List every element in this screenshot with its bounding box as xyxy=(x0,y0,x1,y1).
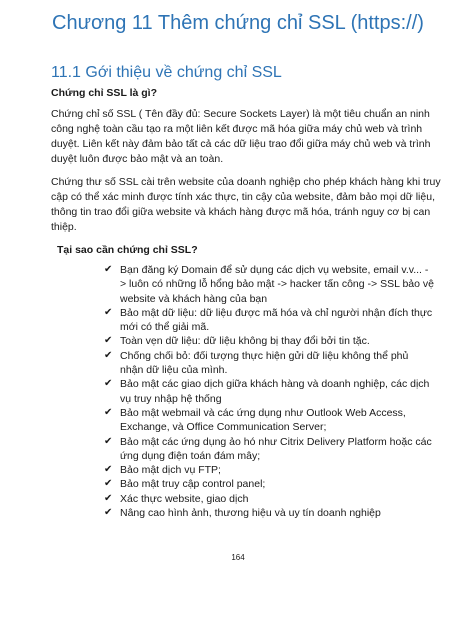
bullet-item xyxy=(104,349,449,378)
bullet-line: > luôn có những lỗ hổng bảo mật -> hacker tấn công -> SSL bảo vệ xyxy=(120,278,434,291)
check-icon: ✔ xyxy=(104,335,113,347)
check-icon: ✔ xyxy=(104,349,113,361)
subheading: Chứng chỉ SSL là gì? xyxy=(51,87,157,99)
bullet-item xyxy=(104,377,449,406)
bullet-line: Bảo mật các giao dịch giữa khách hàng và doanh nghiệp, các dịch xyxy=(120,378,430,391)
check-icon: ✔ xyxy=(104,478,113,490)
bullet-line: Bảo mật các ứng dụng ảo hó như Citrix Delivery Platform hoặc các xyxy=(120,435,432,448)
paragraph-line: duyệt luôn được bảo mật và an toàn. xyxy=(51,153,224,165)
bullet-line: ứng dụng điện toán đám mây; xyxy=(120,449,261,462)
bullet-line: Bạn đăng ký Domain để sử dụng các dịch vụ website, email v.v... - xyxy=(120,264,429,276)
check-icon: ✔ xyxy=(104,306,113,318)
chapter-title: Chương 11 Thêm chứng chỉ SSL (https://) xyxy=(52,12,424,34)
bullet-item xyxy=(104,463,449,477)
bullet-line: Xác thực website, giao dịch xyxy=(120,492,249,505)
paragraph-line: công nghệ toàn cầu tạo ra một liên kết được mã hóa giữa máy chủ web và trình xyxy=(51,123,423,135)
bullet-line: mới có thể giải mã. xyxy=(120,321,210,334)
check-icon: ✔ xyxy=(104,507,113,519)
paragraph-intro xyxy=(51,107,439,167)
bullet-item xyxy=(104,477,449,491)
check-icon: ✔ xyxy=(104,464,113,476)
why-heading: Tại sao cần chứng chỉ SSL? xyxy=(57,244,198,256)
bullet-line: Exchange, và Office Communication Server; xyxy=(120,421,327,434)
bullet-line: Chống chối bỏ: đối tượng thực hiện gửi dữ liệu không thể phủ xyxy=(120,349,409,362)
page-number: 164 xyxy=(231,553,245,562)
check-icon: ✔ xyxy=(104,378,113,390)
bullet-item xyxy=(104,406,449,435)
bullet-item xyxy=(104,334,449,348)
bullet-line: Bảo mật webmail và các ứng dụng như Outlook Web Access, xyxy=(120,406,406,419)
bullet-line: website và khách hàng của bạn xyxy=(120,292,268,305)
bullet-line: nhận dữ liệu của mình. xyxy=(120,364,228,377)
paragraph-line: Chứng chỉ số SSL ( Tên đầy đủ: Secure Sockets Layer) là một tiêu chuẩn an ninh xyxy=(51,108,430,120)
bullet-item xyxy=(104,492,449,506)
bullet-line: Bảo mật dữ liệu: dữ liệu được mã hóa và chỉ người nhận đích thực xyxy=(120,306,433,319)
check-icon: ✔ xyxy=(104,435,113,447)
bullet-item xyxy=(104,263,449,306)
bullet-line: Bảo mật truy cập control panel; xyxy=(120,478,266,491)
bullet-line: Bảo mật dịch vụ FTP; xyxy=(120,464,221,477)
paragraph-line: thiệp. xyxy=(51,221,77,233)
paragraph-certificate xyxy=(51,175,439,235)
bullet-item xyxy=(104,435,449,464)
paragraph-line: thông tin trao đổi giữa website và khách hàng được mã hóa, tránh nguy cơ bị can xyxy=(51,206,431,218)
bullet-line: vụ truy nhập hệ thống xyxy=(120,392,222,405)
section-title: 11.1 Gới thiệu về chứng chỉ SSL xyxy=(51,64,282,81)
check-icon: ✔ xyxy=(104,406,113,418)
bullet-line: Toàn vẹn dữ liệu: dữ liệu không bị thay đổi bởi tin tặc. xyxy=(120,335,370,348)
paragraph-line: cập có thể xác minh được tính xác thực, tin cậy của website, đảm bảo mọi dữ liệu, xyxy=(51,191,435,203)
bullet-list xyxy=(104,263,449,520)
bullet-item xyxy=(104,506,449,520)
check-icon: ✔ xyxy=(104,492,113,504)
bullet-item xyxy=(104,306,449,335)
paragraph-line: duyệt. Liên kết này đảm bảo tất cả các dữ liệu trao đổi giữa máy chủ web và trình xyxy=(51,138,431,150)
paragraph-line: Chứng thư số SSL cài trên website của doanh nghiệp cho phép khách hàng khi truy xyxy=(51,176,441,188)
bullet-line: Nâng cao hình ảnh, thương hiệu và uy tín doanh nghiệp xyxy=(120,507,381,520)
check-icon: ✔ xyxy=(104,264,113,275)
